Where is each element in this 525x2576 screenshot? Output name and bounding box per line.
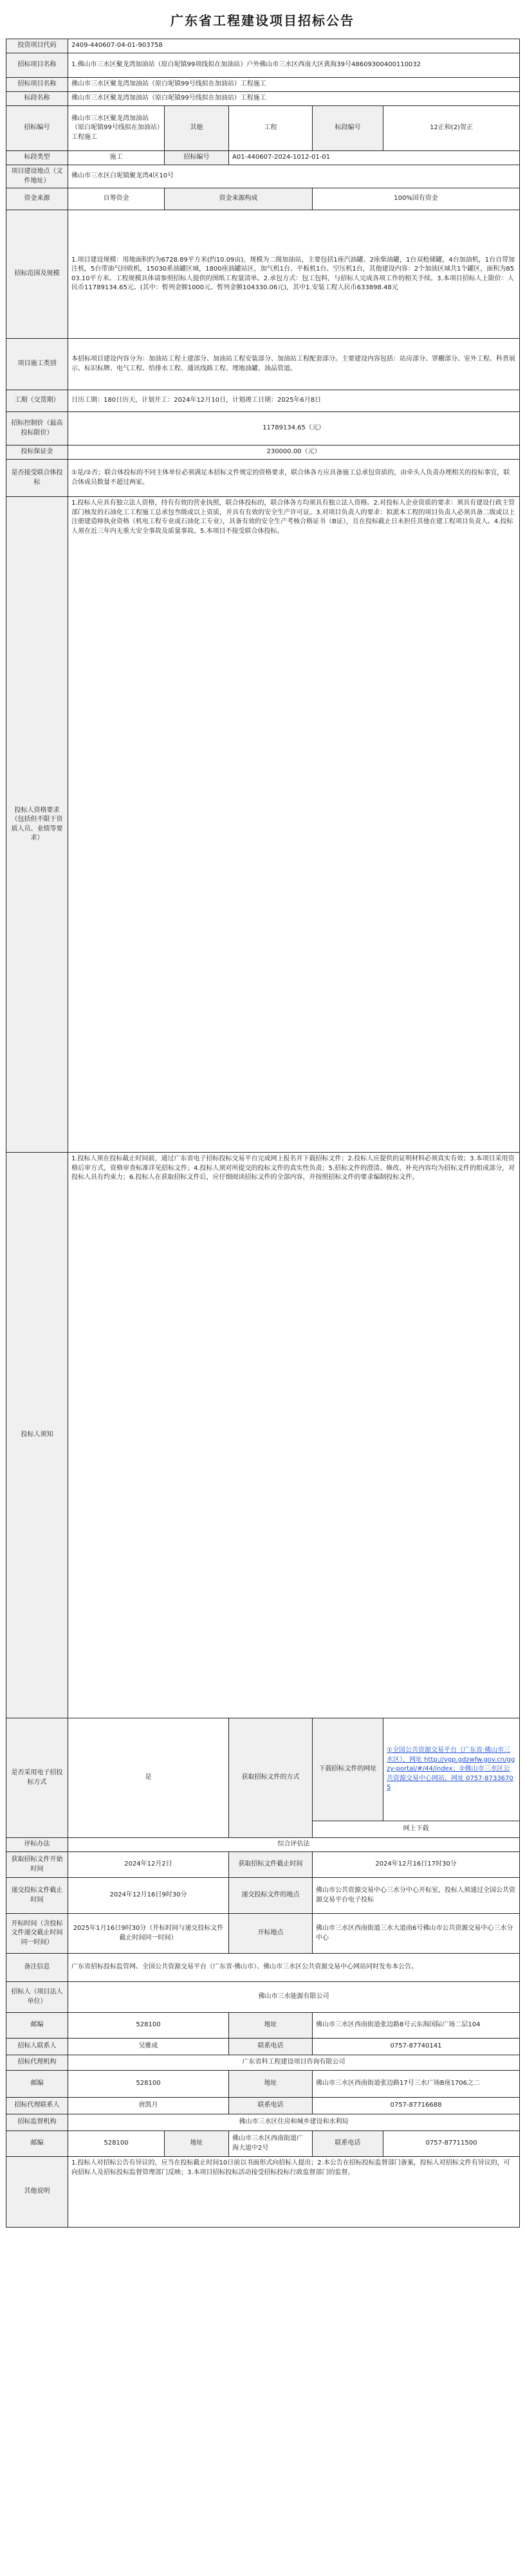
label-agency-post: 邮编	[6, 2071, 68, 2098]
value-doc-method: 网上下载	[313, 1821, 520, 1838]
value-submit-place: 佛山市公共资源交易中心三水分中心开标室，投标人须通过全国公共资源交易平台电子投标	[313, 1878, 520, 1914]
value-supervisor: 佛山市三水区住房和城乡建设和水利局	[68, 2114, 520, 2131]
doc-url-link[interactable]: ①全国公共资源交易平台（广东省·佛山市三水区），网址 http://ygp.gdzwfw.gov.cn/ggzy-portal/#/44/index；②佛山市三水区公共资源交易中心网站，网址 0757-87336705	[387, 1747, 515, 1792]
value-other: 工程	[229, 106, 313, 151]
value-doc-end: 2024年12月16日17时30分	[313, 1852, 520, 1878]
label-opening-place: 开标地点	[229, 1914, 313, 1954]
value-bid-code: A01-440607-2024-1012-01-01	[229, 151, 520, 165]
label-fund-composition: 资金来源构成	[165, 188, 313, 210]
label-supervisor: 招标监督机构	[6, 2114, 68, 2131]
label-opening: 开标时间（含投标文件递交截止时间同一时间）	[6, 1914, 68, 1954]
label-control-price: 招标控制价（最高投标限价）	[6, 412, 68, 446]
row-joint	[6, 460, 520, 497]
value-agency: 广东省科工程建设项目咨询有限公司	[68, 2055, 520, 2071]
value-tenderer-contact: 吴雅成	[68, 2039, 229, 2055]
label-agency-address: 地址	[229, 2071, 313, 2098]
value-e-bid: 是	[68, 1718, 229, 1838]
value-duration: 日历工期：180日历天，计划开工：2024年12月10日，计划竣工日期：2025年6月8日	[68, 390, 520, 412]
value-section-name: 佛山市三水区聚龙湾加油站（原白坭镇99号线拟在加油站）工程施工	[68, 92, 520, 106]
row-fund-source	[6, 188, 520, 210]
value-footer: 1.投标人对招标公告有异议的，应当在投标截止时间10日前以书面形式向招标人提出；2.本公告在招标投标监督部门备案，投标人对招标文件有异议的，可向招标人及招标投标监督管理部门反映；3.本项目招标投标活动接受招标投标行政监督部门的监督。	[68, 2157, 520, 2228]
value-tenderer-address: 佛山市三水区西南街道张边路8号云东海国际广场二层104	[313, 2013, 520, 2039]
row-platform	[6, 1954, 520, 1982]
row-tender-name	[6, 53, 520, 78]
value-notes: 1.投标人须在投标截止时间前，通过广东省电子招标投标交易平台完成网上报名并下载招标文件；2.投标人应提供的证明材料必须真实有效；3.本项目采用资格后审方式，资格审查标准详见招标文件；4.投标人须对所提交的投标文件的真实性负责；5.招标文件的澄清、修改、补充内容均为招标文件的组成部分，对投标人具有约束力；6.投标人在获取招标文件后，应仔细阅读招标文件的全部内容，并按照招标文件的要求编制投标文件。	[68, 1153, 520, 1718]
label-submit-place: 递交投标文件的地点	[229, 1878, 313, 1914]
value-category: 本招标项目建设内容分为：加油站工程土建部分、加油站工程安装部分、加油站工程配套部分。主要建设内容包括：站房部分、罩棚部分、室外工程、科普展示、标识标牌、电气工程、给排水工程、通讯线路工程、埋地油罐、油品管道。	[68, 339, 520, 390]
label-bid-type: 标段类型	[6, 151, 68, 165]
label-location: 项目建设地点（文件地址）	[6, 165, 68, 188]
value-fund-composition: 100%国有资金	[313, 188, 520, 210]
row-tenderer-post	[6, 2013, 520, 2039]
label-submit: 递交投标文件截止时间	[6, 1878, 68, 1914]
value-tenderer-phone: 0757-87740141	[313, 2039, 520, 2055]
label-fund-source: 资金来源	[6, 188, 68, 210]
row-method	[6, 1838, 520, 1852]
label-supervisor-address: 地址	[165, 2131, 229, 2157]
label-tenderer-address: 地址	[229, 2013, 313, 2039]
label-agency-phone: 联系电话	[229, 2098, 313, 2114]
label-project-code: 投资项目代码	[6, 39, 68, 53]
value-platform: 广东省招标投标监管网、全国公共资源交易平台（广东省·佛山市）、佛山市三水区公共资源交易中心网站同时发布本公告。	[68, 1954, 520, 1982]
value-tenderer-post: 528100	[68, 2013, 229, 2039]
value-project-code: 2409-440607-04-01-903758	[68, 39, 520, 53]
value-tenderer: 佛山市三水能源有限公司	[68, 1982, 520, 2013]
label-joint: 是否接受联合体投标	[6, 460, 68, 497]
label-doc-start: 获取招标文件开始时间	[6, 1852, 68, 1878]
label-doc-url: 下载招标文件的网址	[313, 1718, 383, 1821]
row-opening	[6, 1914, 520, 1954]
label-tenderer-phone: 联系电话	[229, 2039, 313, 2055]
row-e-bid	[6, 1718, 520, 1821]
row-footer	[6, 2157, 520, 2228]
value-bid-type: 施工	[68, 151, 165, 165]
label-other: 其他	[165, 106, 229, 151]
row-category	[6, 339, 520, 390]
row-requirements	[6, 497, 520, 1153]
value-location: 佛山市三水区白坭镇聚龙湾4区10号	[68, 165, 520, 188]
label-agency: 招标代理机构	[6, 2055, 68, 2071]
value-supervisor-post: 528100	[68, 2131, 165, 2157]
value-tender-name: 1.佛山市三水区聚龙湾加油站（原白坭镇99项线拟在加油站）户外佛山市三水区西南大区黄海39号48609300400110032	[68, 53, 520, 78]
label-section-name: 标段名称	[6, 92, 68, 106]
row-tenderer-contact	[6, 2039, 520, 2055]
label-category: 项目施工类别	[6, 339, 68, 390]
value-method: 综合评估法	[68, 1838, 520, 1852]
row-tenderer	[6, 1982, 520, 2013]
label-project-name: 招标项目名称	[6, 78, 68, 92]
row-supervisor-post	[6, 2131, 520, 2157]
value-opening-place: 佛山市三水区西南街道三水大道南6号佛山市公共资源交易中心三水分中心	[313, 1914, 520, 1954]
row-control-price	[6, 412, 520, 446]
row-bid-type	[6, 151, 520, 165]
row-submit	[6, 1878, 520, 1914]
value-joint: ①是/②否；联合体投标的不同主体单位必须满足本招标文件规定的资格要求，联合体各方应具备施工总承包资质的，由牵头人负责办理相关的投标事宜，联合体成员数量不超过两家。	[68, 460, 520, 497]
value-deposit: 230000.00（元）	[68, 446, 520, 460]
label-platform: 备注信息	[6, 1954, 68, 1982]
label-tenderer-post: 邮编	[6, 2013, 68, 2039]
value-bid-project: 佛山市三水区聚龙湾加油站（原白坭镇99号线拟在加油站）工程施工	[68, 106, 165, 151]
value-section-code: 12正和(2)贺正	[383, 106, 520, 151]
label-scope: 招标范围及规模	[6, 210, 68, 339]
value-agency-address: 佛山市三水区西南街道张边路17号三水广场B座1706之二	[313, 2071, 520, 2098]
value-opening: 2025年1月16日9时30分（开标时间与递交投标文件截止时间同一时间）	[68, 1914, 229, 1954]
label-tenderer-contact: 招标人联系人	[6, 2039, 68, 2055]
value-supervisor-address: 佛山市三水区西南街道广海大道中2号	[229, 2131, 313, 2157]
row-project-name	[6, 78, 520, 92]
value-supervisor-phone: 0757-87711500	[383, 2131, 520, 2157]
label-agency-contact: 招标代理联系人	[6, 2098, 68, 2114]
row-scope	[6, 210, 520, 339]
row-agency-post	[6, 2071, 520, 2098]
label-section-code: 标段编号	[313, 106, 383, 151]
value-control-price: 11789134.65（元）	[68, 412, 520, 446]
page-title: 广东省工程建设项目招标公告	[170, 12, 355, 28]
row-notes	[6, 1153, 520, 1718]
value-scope: 1.项目建设规模：用地面积约为6728.89平方米(约10.09亩)，规模为二级加油站，主要包括1座汽油罐、2座柴油罐，1台双枪储罐，4台加油机，1台自带加注机，5台带油气回收机，15030系油罐区域，1800座油罐站区，加气机1台、平板机1台、空压机1台，其他建设内容：2个加油区域共1个罐区，面积为8503.10平方米。工程规模具体请参照招标人提供的图纸工程量清单。2.承包方式：包工包料，与招标人完成各项工作的相关手续。3.本项目招标人上限价：人民币11789134.65元。(其中：暂列金额1000元、暂列金额104330.06元)，其中1.安装工程人民币633898.48元	[68, 210, 520, 339]
row-agency	[6, 2055, 520, 2071]
label-doc-method: 获取招标文件的方式	[229, 1718, 313, 1838]
value-agency-phone: 0757-87716688	[313, 2098, 520, 2114]
row-section-name	[6, 92, 520, 106]
label-method: 评标办法	[6, 1838, 68, 1852]
label-bid-code-2: 招标编号	[165, 151, 229, 165]
value-doc-url[interactable]	[383, 1718, 520, 1821]
value-agency-contact: 唐凯月	[68, 2098, 229, 2114]
row-agency-contact	[6, 2098, 520, 2114]
label-supervisor-post: 邮编	[6, 2131, 68, 2157]
label-deposit: 投标保证金	[6, 446, 68, 460]
value-project-name: 佛山市三水区聚龙湾加油站（原白坭镇99号线拟在加油站）工程施工	[68, 78, 520, 92]
value-agency-post: 528100	[68, 2071, 229, 2098]
label-notes: 投标人须知	[6, 1153, 68, 1718]
label-bid-code: 招标编号	[6, 106, 68, 151]
row-deposit	[6, 446, 520, 460]
label-tender-name: 招标项目名称	[6, 53, 68, 78]
label-supervisor-phone: 联系电话	[313, 2131, 383, 2157]
row-bid-code	[6, 106, 520, 151]
value-doc-start: 2024年12月2日	[68, 1852, 229, 1878]
value-requirements: 1.投标人应具有独立法人资格，持有有效的营业执照，联合体投标的，联合体各方均须具有独立法人资格。2.对投标人企业资质的要求：须具有建设行政主管部门核发的石油化工工程施工总承包叁级或以上资质，并具有有效的安全生产许可证。3.对项目负责人的要求：拟派本工程的项目负责人必须具备二级或以上注册建造师执业资格（机电工程专业或石油化工专业），具备有效的安全生产考核合格证书（B证），且在投标截止日未担任其他在建工程项目负责人。4.投标人须在近三年内无重大安全事故及质量事故。5.本项目不接受联合体投标。	[68, 497, 520, 1153]
row-doc-period	[6, 1852, 520, 1878]
label-e-bid: 是否采用电子招投标方式	[6, 1718, 68, 1838]
announcement-table	[6, 39, 520, 2228]
value-submit: 2024年12月16日9时30分	[68, 1878, 229, 1914]
label-doc-end: 获取招标文件截止时间	[229, 1852, 313, 1878]
row-project-code	[6, 39, 520, 53]
row-location	[6, 165, 520, 188]
label-footer: 其他说明	[6, 2157, 68, 2228]
row-supervisor	[6, 2114, 520, 2131]
label-duration: 工期（交货期）	[6, 390, 68, 412]
label-tenderer: 招标人（项目法人单位）	[6, 1982, 68, 2013]
row-duration	[6, 390, 520, 412]
label-requirements: 投标人资格要求（包括但不限于资质人员、业绩等要求）	[6, 497, 68, 1153]
value-fund-source: 自筹资金	[68, 188, 165, 210]
